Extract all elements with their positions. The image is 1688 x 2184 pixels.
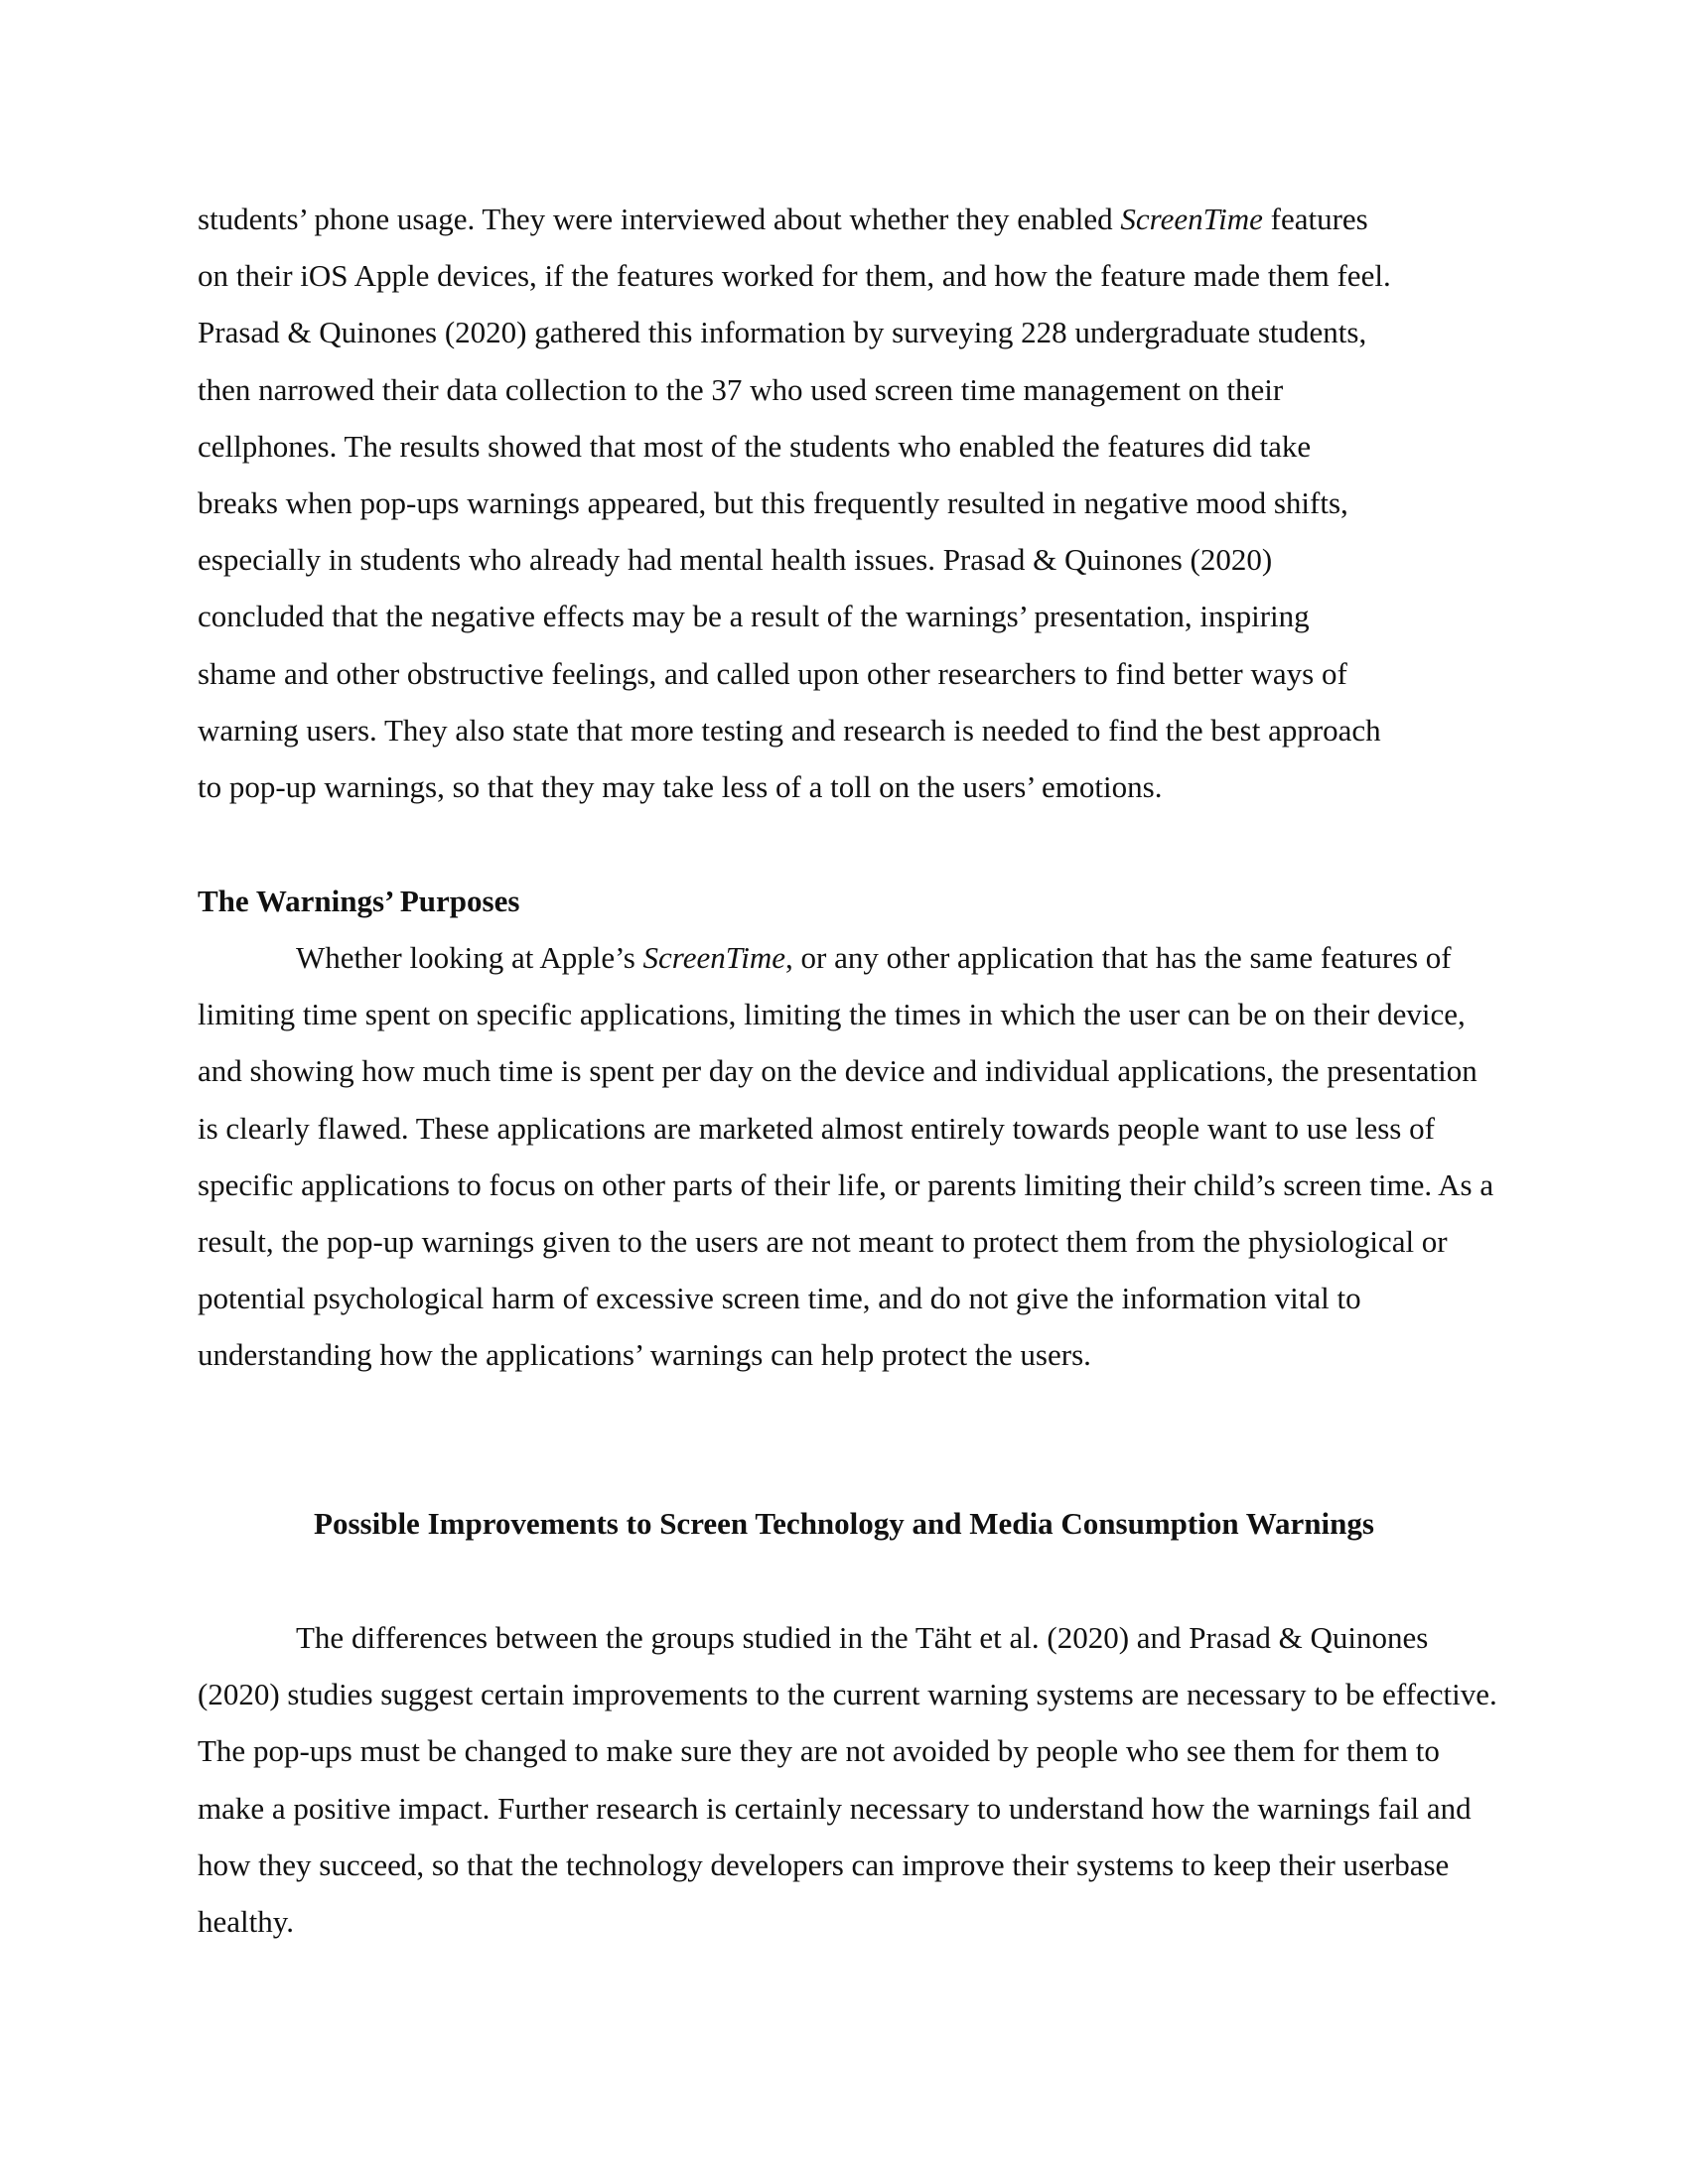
text-line: to pop-up warnings, so that they may take less of a toll on the users’ emotions. bbox=[198, 769, 1163, 805]
italic-term: ScreenTime bbox=[1120, 202, 1263, 236]
text-line: breaks when pop-ups warnings appeared, but this frequently resulted in negative mood shifts, bbox=[198, 485, 1348, 521]
section-heading: The Warnings’ Purposes bbox=[198, 884, 520, 918]
paragraph: The differences between the groups studied in the Täht et al. (2020) and Prasad & Quinones (2020) studies suggest certain improvements to the current warning systems are necessary to be effective. The pop-ups must be changed to make sure they are not avoided by people who see them for them to make a positive impact. Further research is certainly necessary to understand how the warnings fail and how they succeed, so that the technology developers can improve their systems to keep their userbase healthy. bbox=[198, 1620, 1497, 1940]
paragraph: Whether looking at Apple’s ScreenTime, or any other application that has the same features of limiting time spent on specific applications, limiting the times in which the user can be on their device, and showing how much time is spent per day on the device and individual applications, the presentation is clearly flawed. These applications are marketed almost entirely towards people want to use less of specific applications to focus on other parts of their life, or parents limiting their child’s screen time. As a result, the pop-up warnings given to the users are not meant to protect them from the physiological or potential psychological harm of excessive screen time, and do not give the information vital to understanding how the applications’ warnings can help protect the users. bbox=[198, 940, 1494, 1373]
text-line: Prasad & Quinones (2020) gathered this information by surveying 228 undergraduate students, bbox=[198, 315, 1367, 350]
text-line: concluded that the negative effects may be a result of the warnings’ presentation, inspiring bbox=[198, 599, 1310, 634]
text-line: on their iOS Apple devices, if the features worked for them, and how the feature made them feel. bbox=[198, 258, 1391, 294]
text-line: then narrowed their data collection to the 37 who used screen time management on their bbox=[198, 371, 1284, 407]
text-line: cellphones. The results showed that most of the students who enabled the features did take bbox=[198, 428, 1312, 464]
paragraph-continued bbox=[198, 191, 1498, 815]
text-line: especially in students who already had mental health issues. Prasad & Quinones (2020) bbox=[198, 542, 1273, 578]
text-line: warning users. They also state that more testing and research is needed to find the best approach bbox=[198, 712, 1381, 748]
italic-term: ScreenTime bbox=[642, 940, 786, 975]
section-heading-centered: Possible Improvements to Screen Technology and Media Consumption Warnings bbox=[314, 1506, 1374, 1541]
text-line: students’ phone usage. They were interviewed about whether they enabled ScreenTime features bbox=[198, 202, 1368, 236]
text-line: shame and other obstructive feelings, and called upon other researchers to find better ways of bbox=[198, 655, 1347, 691]
